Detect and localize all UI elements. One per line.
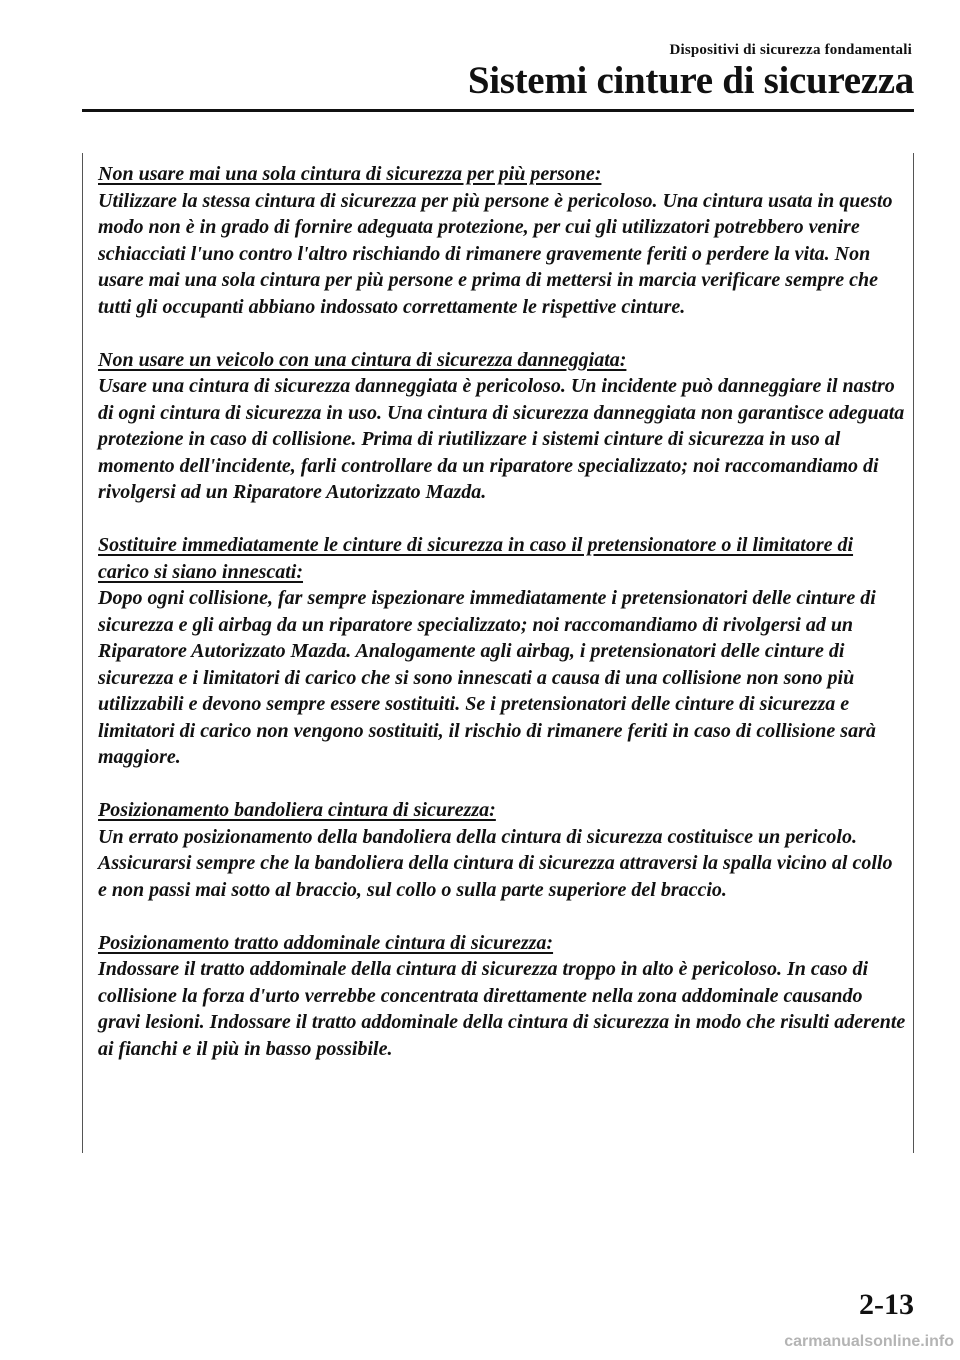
section-body: Dopo ogni collisione, far sempre ispezionare immediatamente i pretensionatori delle cinture di sicurezza e gli airbag da un riparatore specializzato; noi raccomandiamo di rivolgersi ad un Riparatore Autorizzato Mazda. Analogamente agli airbag, i pretensionatori delle cinture di sicurezza e i limitatori di carico che si sono innescati a causa di una collisione non sono più utilizzabili e devono sempre essere sostituiti. Se i pretensionatori delle cinture di sicurezza e limitatori di carico non vengono sostituiti, il rischio di rimanere feriti in caso di collisione sarà maggiore. [98,587,876,768]
page-number: 2-13 [859,1288,914,1321]
section-damaged-belt [98,347,906,506]
section-body: Usare una cintura di sicurezza danneggiata è pericoloso. Un incidente può danneggiare il nastro di ogni cintura di sicurezza in uso. Una cintura di sicurezza danneggiata non garantisce adeguata protezione in caso di collisione. Prima di riutilizzare i sistemi cinture di sicurezza in uso al momento dell'incidente, farli controllare da un riparatore specializzato; noi raccomandiamo di rivolgersi ad un Riparatore Autorizzato Mazda. [98,375,905,503]
section-pretensioner [98,532,906,771]
section-heading: Non usare mai una sola cintura di sicurezza per più persone: [98,163,602,185]
section-heading: Non usare un veicolo con una cintura di sicurezza danneggiata: [98,348,627,371]
section-body: Utilizzare la stessa cintura di sicurezza per più persone è pericoloso. Una cintura usata in questo modo non è in grado di fornire adeguata protezione, per cui gli utilizzatori potrebbero venire schiacciati l'uno contro l'altro rischiando di rimanere gravemente feriti o perdere la vita. Non usare mai una sola cintura per più persone e prima di mettersi in marcia verificare sempre che tutti gli occupanti abbiano indossato correttamente le rispettive cinture. [98,189,893,318]
header-rule [82,109,914,112]
section-shared-belt [98,161,906,320]
section-shoulder-belt [98,797,906,903]
section-heading: Posizionamento bandoliera cintura di sicurezza: [98,799,496,821]
section-body: Un errato posizionamento della bandoliera della cintura di sicurezza costituisce un pericolo. Assicurarsi sempre che la bandoliera della cintura di sicurezza attraversi la spalla vicino al collo e non passi mai sotto al braccio, sul collo o sulla parte superiore del braccio. [98,825,893,901]
chapter-label: Dispositivi di sicurezza fondamentali [669,42,912,58]
watermark: carmanualsonline.info [784,1333,954,1350]
section-body: Indossare il tratto addominale della cintura di sicurezza troppo in alto è pericoloso. In caso di collisione la forza d'urto verrebbe concentrata direttamente nella zona addominale causando gravi lesioni. Indossare il tratto addominale della cintura di sicurezza in modo che risulti aderente ai fianchi e il più in basso possibile. [98,958,906,1060]
section-heading: Posizionamento tratto addominale cintura di sicurezza: [98,931,554,954]
warning-content [98,161,906,1089]
section-lap-belt [98,930,906,1063]
section-heading: Sostituire immediatamente le cinture di sicurezza in caso il pretensionatore o il limitatore di carico si siano innescati: [98,534,854,583]
page-title: Sistemi cinture di sicurezza [467,59,914,102]
